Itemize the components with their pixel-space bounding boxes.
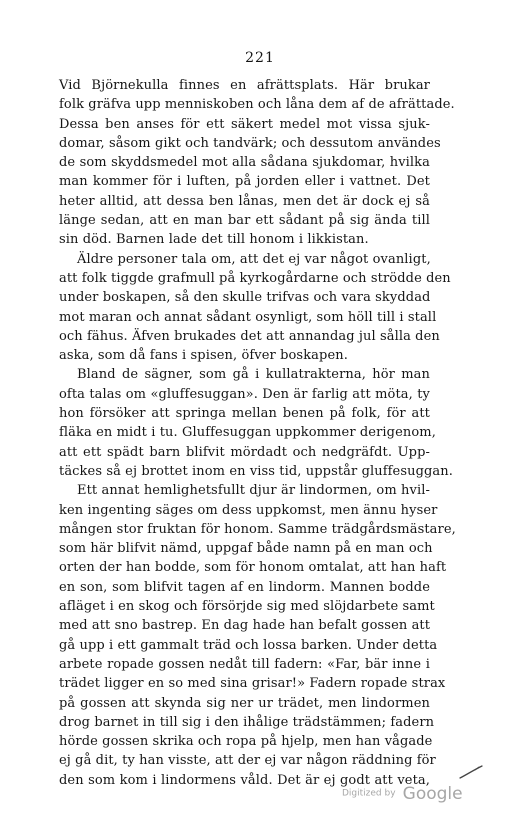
text-line: med att sno bastrep. En dag hade han befalt gossen att: [59, 618, 431, 634]
text-line: hon försöker att springa mellan benen på folk, för att: [59, 406, 430, 422]
google-brand: Google: [402, 783, 463, 804]
text-line: man kommer för i luften, på jorden eller i vattnet. Det: [59, 174, 430, 190]
text-line: folk gräfva upp menniskoben och låna dem af de afrättade.: [59, 97, 455, 113]
text-line: ej gå dit, ty han visste, att der ej var någon räddning för: [59, 753, 436, 769]
text-line: under boskapen, så den skulle trifvas och vara skyddad: [59, 290, 431, 306]
text-line: Dessa ben anses för ett säkert medel mot vissa sjuk-: [59, 116, 430, 132]
text-line: och fähus. Äfven brukades det att annandag jul sålla den: [59, 328, 440, 344]
pen-mark-icon: [458, 764, 484, 780]
text-line: Äldre personer tala om, att det ej var något ovanligt,: [77, 251, 431, 267]
digitized-watermark: [342, 783, 463, 804]
text-line: afläget i en skog och försörjde sig med slöjdarbete samt: [59, 599, 435, 615]
text-line: på gossen att skynda sig ner ur trädet, men lindormen: [59, 695, 430, 711]
text-line: drog barnet in till sig i den ihålige trädstämmen; fadern: [59, 714, 435, 730]
text-line: heter alltid, att dessa ben lånas, men det är dock ej så: [59, 193, 430, 209]
text-line: domar, såsom gikt och tandvärk; och dessutom användes: [59, 135, 441, 151]
text-line: aska, som då fans i spisen, öfver boskapen.: [59, 348, 348, 364]
text-line: Vid Björnekulla finnes en afrättsplats. Här brukar: [59, 78, 430, 93]
text-line: gå upp i ett gammalt träd och lossa barken. Under detta: [59, 637, 438, 653]
text-line: ken ingenting säges om dess uppkomst, men ännu hyser: [59, 502, 438, 518]
text-line: den som kom i lindormens våld. Det är ej godt att veta,: [59, 772, 430, 788]
text-body: [59, 76, 456, 790]
text-line: mot maran och annat sådant osynligt, som höll till i stall: [59, 309, 437, 325]
text-line: orten der han bodde, som för honom omtalat, att han haft: [59, 560, 447, 576]
page-number: 221: [245, 50, 275, 66]
text-line: ofta talas om «gluffesuggan». Den är farlig att möta, ty: [59, 386, 430, 402]
text-line: hörde gossen skrika och ropa på hjelp, men han vågade: [59, 734, 433, 750]
text-line: arbete ropade gossen nedåt till fadern: «Far, bär inne i: [59, 656, 430, 672]
text-line: trädet ligger en so med sina grisar!» Fadern ropade strax: [59, 676, 446, 692]
text-line: de som skyddsmedel mot alla sådana sjukdomar, hvilka: [59, 155, 430, 171]
text-line: länge sedan, att en man bar ett sådant på sig ända till: [59, 213, 430, 229]
text-line: fläka en midt i tu. Gluffesuggan uppkommer derigenom,: [59, 425, 436, 441]
digitized-label: Digitized by: [342, 788, 396, 799]
text-line: täckes så ej brottet inom en viss tid, uppstår gluffesuggan.: [59, 463, 453, 479]
text-line: Bland de sägner, som gå i kullatrakterna, hör man: [77, 367, 430, 383]
text-line: Ett annat hemlighetsfullt djur är lindormen, om hvil-: [77, 483, 430, 499]
text-line: mången stor fruktan för honom. Samme trädgårdsmästare,: [59, 521, 456, 537]
text-line: att ett spädt barn blifvit mördadt och nedgräfdt. Upp-: [59, 444, 430, 460]
text-line: att folk tiggde grafmull på kyrkogårdarne och strödde den: [59, 270, 451, 286]
text-line: som här blifvit nämd, uppgaf både namn på en man och: [59, 541, 433, 557]
text-line: sin död. Barnen lade det till honom i likkistan.: [59, 232, 369, 248]
text-line: en son, som blifvit tagen af en lindorm. Mannen bodde: [59, 579, 430, 595]
